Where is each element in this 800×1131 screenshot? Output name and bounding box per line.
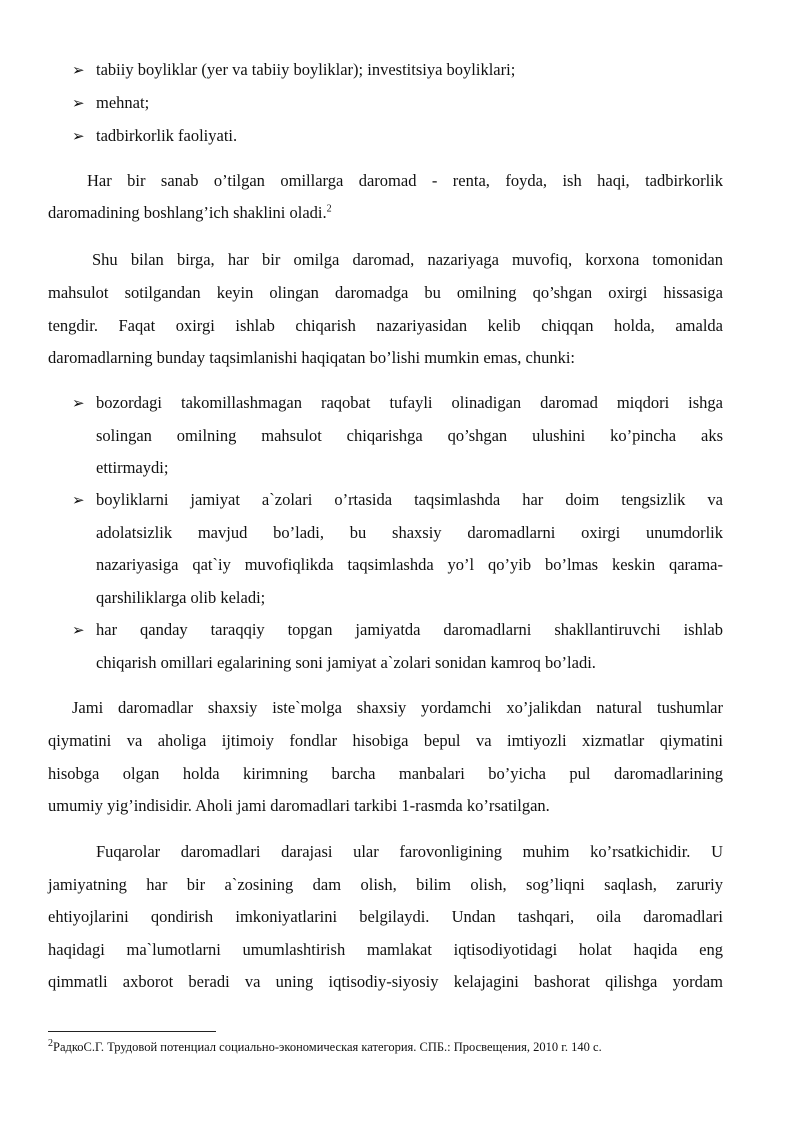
footnote xyxy=(48,1037,602,1055)
arrowhead-bullet-icon: ➢ xyxy=(72,127,85,145)
footnote-marker: 2 xyxy=(48,1037,53,1049)
footnote-text: РадкоС.Г. Трудовой потенциал социально-экономическая категория. СПБ.: Просвещения, 2010 г. 140 с. xyxy=(53,1040,602,1054)
footnote-separator xyxy=(48,1031,216,1032)
list-item-line: qarshiliklarga olib keladi; xyxy=(96,588,266,607)
paragraph-line: daromadlarning bunday taqsimlanishi haqiqatan bo’lishi mumkin emas, chunki: xyxy=(48,348,575,367)
arrowhead-bullet-icon: ➢ xyxy=(72,394,85,412)
paragraph-line: tengdir. Faqat oxirgi ishlab chiqarish nazariyasidan kelib chiqqan holda, amalda xyxy=(48,316,723,335)
paragraph-line: Fuqarolar daromadlari darajasi ular farovonligining muhim ko’rsatkichidir. U xyxy=(96,842,723,861)
list-item-line: boyliklarni jamiyat a`zolari o’rtasida taqsimlashda har doim tengsizlik va xyxy=(96,490,723,509)
list-item: ➢ tadbirkorlik faoliyati. xyxy=(72,126,238,145)
list-item-line: adolatsizlik mavjud bo’ladi, bu shaxsiy daromadlarni oxirgi unumdorlik xyxy=(96,523,723,542)
list-item xyxy=(72,393,96,413)
paragraph-line: Jami daromadlar shaxsiy iste`molga shaxsiy yordamchi xo’jalikdan natural tushumlar xyxy=(72,698,723,717)
paragraph-line: Shu bilan birga, har bir omilga daromad, nazariyaga muvofiq, korxona tomonidan xyxy=(92,250,723,269)
footnote-reference: 2 xyxy=(326,203,332,215)
paragraph-line: daromadining boshlang’ich shaklini oladi.$^2$ xyxy=(48,203,332,222)
list-item: ➢ tabiiy boyliklar (yer va tabiiy boyliklar); investitsiya boyliklari; xyxy=(72,60,516,79)
paragraph-line: mahsulot sotilgandan keyin olingan daromadga bu omilning qo’shgan oxirgi hissasiga xyxy=(48,283,723,302)
list-item-line: bozordagi takomillashmagan raqobat tufayli olinadigan daromad miqdori ishga xyxy=(96,393,723,412)
arrowhead-bullet-icon: ➢ xyxy=(72,61,85,79)
paragraph-line: jamiyatning har bir a`zosining dam olish, bilim olish, sog’liqni saqlash, zaruriy xyxy=(48,875,723,894)
arrowhead-bullet-icon: ➢ xyxy=(72,94,85,112)
paragraph-line: qimmatli axborot beradi va uning iqtisodiy-siyosiy kelajagini bashorat qilishga yordam xyxy=(48,972,723,991)
paragraph-line: ehtiyojlarini qondirish imkoniyatlarini belgilaydi. Undan tashqari, oila daromadlari xyxy=(48,907,723,926)
arrowhead-bullet-icon: ➢ xyxy=(72,621,85,639)
paragraph-line: umumiy yig’indisidir. Aholi jami daromadlari tarkibi 1-rasmda ko’rsatilgan. xyxy=(48,796,550,815)
list-item-line: solingan omilning mahsulot chiqarishga qo’shgan ulushini ko’pincha aks xyxy=(96,426,723,445)
arrowhead-bullet-icon: ➢ xyxy=(72,491,85,509)
list-item-line: nazariyasiga qat`iy muvofiqlikda taqsimlashda yo’l qo’yib bo’lmas keskin qarama- xyxy=(96,555,723,574)
list-item xyxy=(72,490,96,510)
list-item-line: chiqarish omillari egalarining soni jamiyat a`zolari sonidan kamroq bo’ladi. xyxy=(96,653,596,672)
paragraph-line: hisobga olgan holda kirimning barcha manbalari bo’yicha pul daromadlarining xyxy=(48,764,723,783)
paragraph-line: Har bir sanab o’tilgan omillarga daromad - renta, foyda, ish haqi, tadbirkorlik xyxy=(87,171,723,190)
list-item-line: ettirmaydi; xyxy=(96,458,169,477)
paragraph-line: haqidagi ma`lumotlarni umumlashtirish mamlakat iqtisodiyotidagi holat haqida eng xyxy=(48,940,723,959)
list-item-line: har qanday taraqqiy topgan jamiyatda daromadlarni shakllantiruvchi ishlab xyxy=(96,620,723,639)
paragraph-line: qiymatini va aholiga ijtimoiy fondlar hisobiga bepul va imtiyozli xizmatlar qiymatini xyxy=(48,731,723,750)
list-item xyxy=(72,620,96,640)
list-item: ➢ mehnat; xyxy=(72,93,150,112)
